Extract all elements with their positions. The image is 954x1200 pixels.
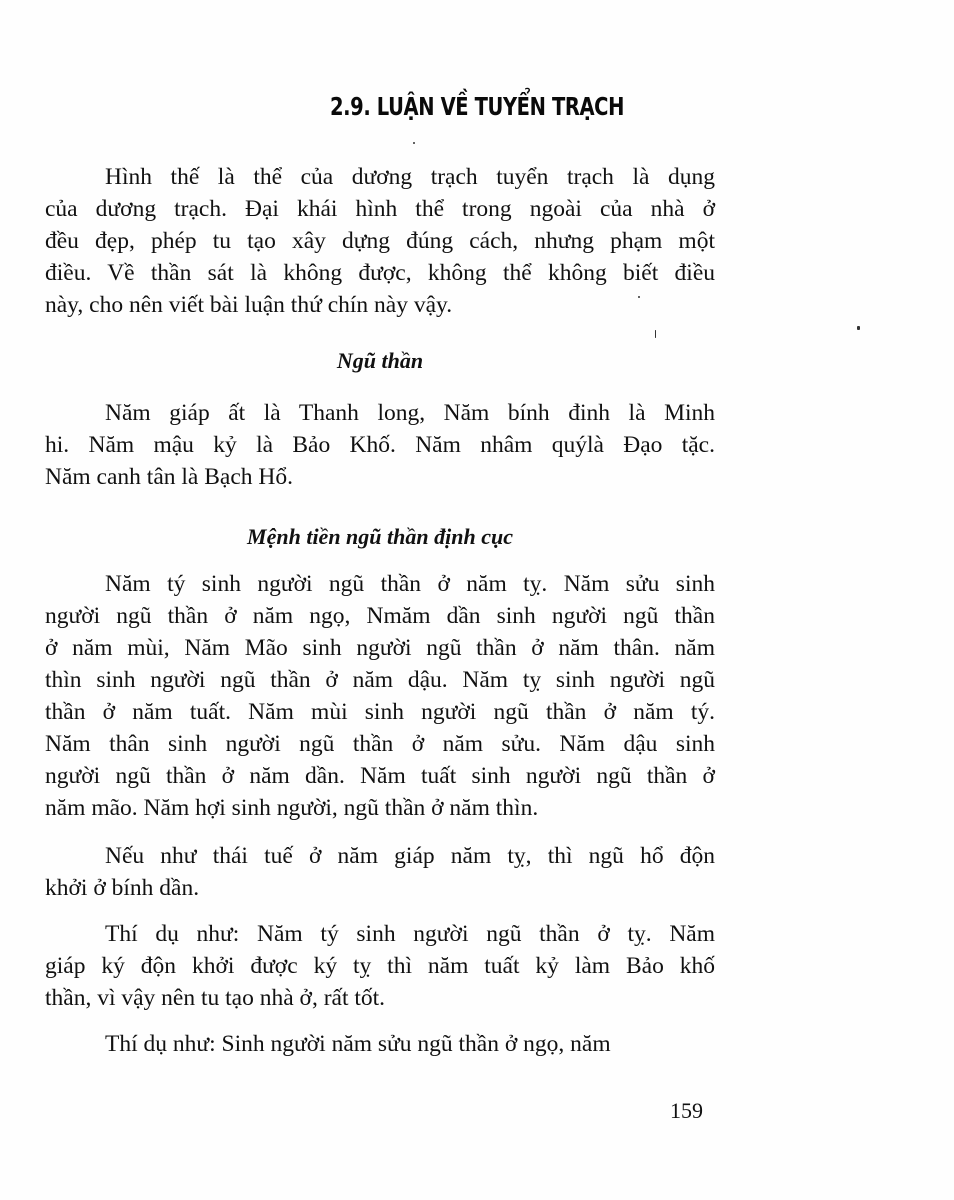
paragraph-line: người ngũ thần ở năm dần. Năm tuất sinh người ngũ thần ở <box>45 763 715 789</box>
scan-speck <box>857 326 860 330</box>
paragraph-line: Thí dụ như: Năm tý sinh người ngũ thần ở tỵ. Năm <box>105 921 715 947</box>
scan-speck <box>655 330 656 338</box>
paragraph-line: thìn sinh người ngũ thần ở năm dậu. Năm tỵ sinh người ngũ <box>45 667 715 693</box>
paragraph-line: năm mão. Năm hợi sinh người, ngũ thần ở năm thìn. <box>45 795 539 821</box>
paragraph-line: Năm tý sinh người ngũ thần ở năm tỵ. Năm sửu sinh <box>105 571 715 597</box>
paragraph-line: Năm giáp ất là Thanh long, Năm bính đinh là Minh <box>105 400 715 426</box>
intro-line-3: đều đẹp, phép tu tạo xây dựng đúng cách, nhưng phạm một <box>45 228 715 254</box>
page-number: 159 <box>670 1098 703 1123</box>
intro-line-2: của dương trạch. Đại khái hình thể trong ngoài của nhà ở <box>45 196 715 222</box>
paragraph-line: người ngũ thần ở năm ngọ, Nmăm dần sinh người ngũ thần <box>45 603 715 629</box>
paragraph-line: Năm canh tân là Bạch Hổ. <box>45 464 293 490</box>
paragraph-line: Thí dụ như: Sinh người năm sửu ngũ thần ở ngọ, năm <box>105 1031 611 1057</box>
paragraph-line: thần, vì vậy nên tu tạo nhà ở, rất tốt. <box>45 985 386 1011</box>
intro-line-4: điều. Về thần sát là không được, không thể không biết điều <box>45 260 715 286</box>
paragraph-line: hi. Năm mậu kỷ là Bảo Khố. Năm nhâm quýlà Đạo tặc. <box>45 432 715 458</box>
paragraph-line: thần ở năm tuất. Năm mùi sinh người ngũ thần ở năm tý. <box>45 699 715 725</box>
scan-speck <box>413 142 415 144</box>
paragraph-line: giáp ký độn khởi được ký tỵ thì năm tuất kỷ làm Bảo khố <box>45 953 715 979</box>
intro-line-1: Hình thế là thể của dương trạch tuyển trạch là dụng <box>105 164 715 190</box>
paragraph-line: Năm thân sinh người ngũ thần ở năm sửu. Năm dậu sinh <box>45 731 715 757</box>
paragraph-line: Nếu như thái tuế ở năm giáp năm tỵ, thì ngũ hổ độn <box>105 843 715 869</box>
section-title: 2.9. LUẬN VỀ TUYỂN TRẠCH <box>329 92 625 121</box>
scan-speck <box>638 296 640 298</box>
subsection-heading-ngu-than: Ngũ thần <box>336 348 424 373</box>
subsection-heading-menh-tien: Mệnh tiền ngũ thần định cục <box>247 524 513 549</box>
paragraph-line: khởi ở bính dần. <box>45 875 200 901</box>
intro-line-5: này, cho nên viết bài luận thứ chín này vậy. <box>45 292 453 318</box>
paragraph-line: ở năm mùi, Năm Mão sinh người ngũ thần ở năm thân. năm <box>45 635 715 661</box>
